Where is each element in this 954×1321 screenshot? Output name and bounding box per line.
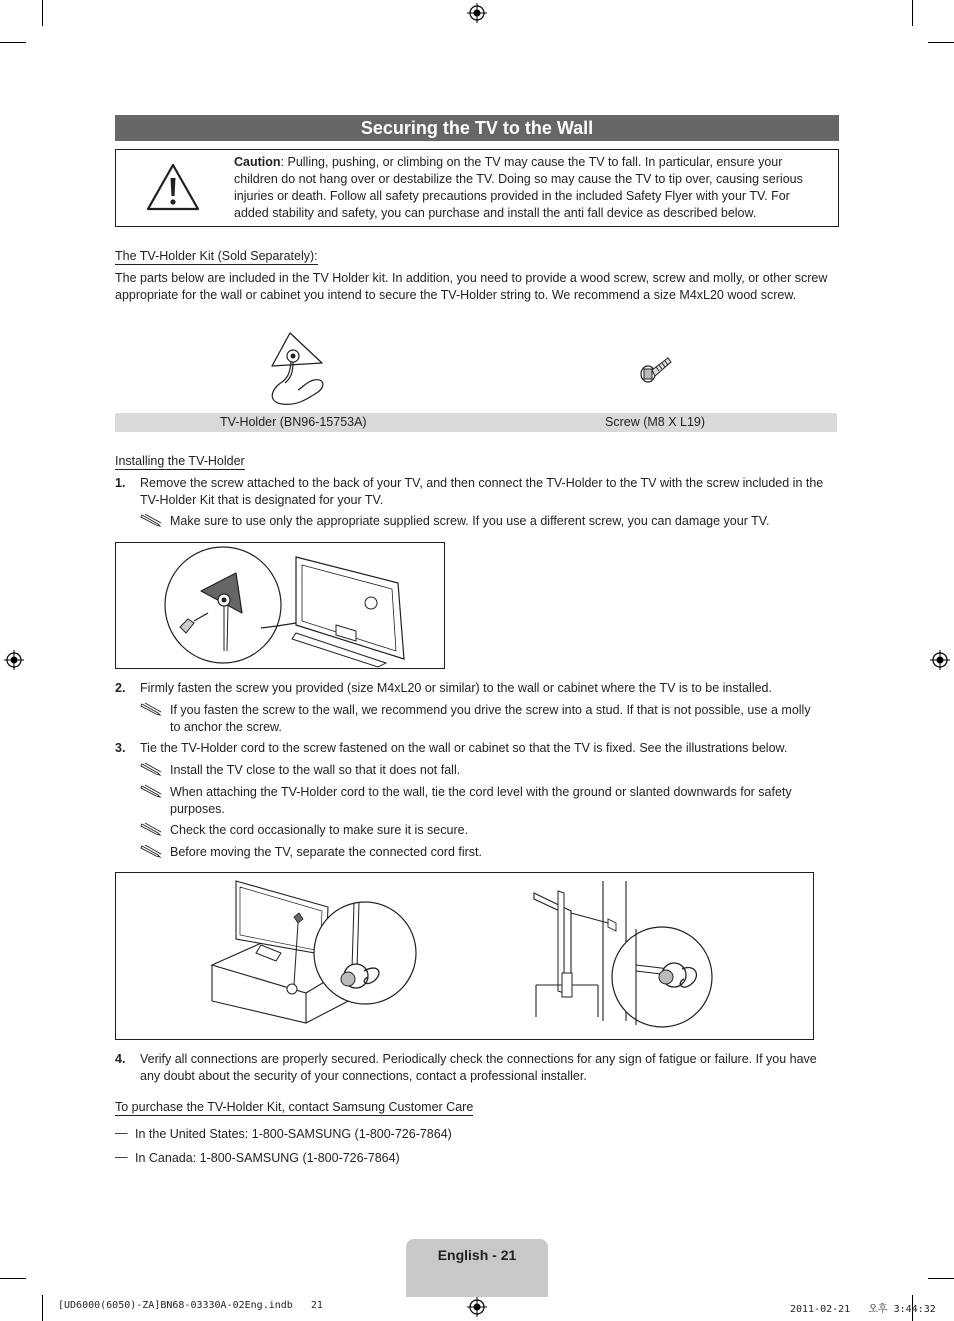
step-number: 2. xyxy=(115,681,126,695)
page-number: English - 21 xyxy=(437,1247,517,1263)
note-pencil-icon xyxy=(140,784,162,798)
kit-heading: The TV-Holder Kit (Sold Separately): xyxy=(115,249,318,263)
warning-triangle-icon xyxy=(145,162,201,212)
crop-mark xyxy=(928,1278,954,1279)
step-text: Verify all connections are properly secured. Periodically check the connections for any sign of fatigue or failure. If you have any doubt about the security of your connections, contact a professional installer. xyxy=(140,1052,817,1083)
note-text: When attaching the TV-Holder cord to the wall, tie the cord level with the ground or slanted downwards for safety purposes. xyxy=(170,785,792,816)
tv-cabinet-illustration xyxy=(116,873,813,1039)
caution-text xyxy=(234,154,826,222)
part-caption-screw: Screw (M8 X L19) xyxy=(605,415,706,429)
registration-mark-icon xyxy=(930,650,950,670)
footer-timestamp: 2011-02-21 오후 3:44:32 xyxy=(790,1304,936,1315)
parts-caption-bar xyxy=(115,413,837,432)
screw-illustration xyxy=(638,352,674,386)
note-pencil-icon xyxy=(140,844,162,858)
note-pencil-icon xyxy=(140,702,162,716)
step-number: 1. xyxy=(115,476,126,490)
part-caption-tv-holder: TV-Holder (BN96-15753A) xyxy=(220,415,367,429)
crop-mark xyxy=(928,42,954,43)
list-bullet: — xyxy=(115,1150,128,1164)
tv-back-illustration xyxy=(116,543,444,668)
note-pencil-icon xyxy=(140,513,162,527)
tv-holder-illustration xyxy=(262,330,332,408)
list-item: In the United States: 1-800-SAMSUNG (1-800-726-7864) xyxy=(135,1127,452,1141)
step-text: Tie the TV-Holder cord to the screw fastened on the wall or cabinet so that the TV is fixed. See the illustrations below. xyxy=(140,741,788,755)
list-bullet: — xyxy=(115,1126,128,1140)
note-pencil-icon xyxy=(140,762,162,776)
step-number: 4. xyxy=(115,1052,126,1066)
caution-box xyxy=(115,149,839,227)
note-text: Make sure to use only the appropriate supplied screw. If you use a different screw, you can damage your TV. xyxy=(170,514,770,528)
registration-mark-icon xyxy=(467,1297,487,1317)
page-title: Securing the TV to the Wall xyxy=(115,115,839,141)
crop-mark xyxy=(0,42,26,43)
figure-tie-cord xyxy=(115,872,814,1040)
crop-mark xyxy=(42,0,43,26)
note-text: Check the cord occasionally to make sure it is secure. xyxy=(170,823,469,837)
footer-file: [UD6000(6050)-ZA]BN68-03330A-02Eng.indb 21 xyxy=(58,1300,323,1311)
crop-mark xyxy=(912,0,913,26)
registration-mark-icon xyxy=(467,3,487,23)
note-text: Install the TV close to the wall so that it does not fall. xyxy=(170,763,461,777)
note-text: If you fasten the screw to the wall, we recommend you drive the screw into a stud. If that is not possible, use a molly to anchor the screw. xyxy=(170,703,811,734)
step-text: Firmly fasten the screw you provided (size M4xL20 or similar) to the wall or cabinet where the TV is to be installed. xyxy=(140,681,772,695)
figure-attach-holder xyxy=(115,542,445,669)
registration-mark-icon xyxy=(4,650,24,670)
crop-mark xyxy=(0,1278,26,1279)
list-item: In Canada: 1-800-SAMSUNG (1-800-726-7864) xyxy=(135,1151,400,1165)
caution-body: : Pulling, pushing, or climbing on the TV may cause the TV to fall. In particular, ensure your children do not hang over or destabilize the TV. Doing so may cause the TV to tip over, causing serious injuries or death. Follow all safety precautions provided in the included Safety Flyer with your TV. For added stability and safety, you can purchase and install the anti fall device as described below. xyxy=(234,155,803,220)
purchase-heading: To purchase the TV-Holder Kit, contact Samsung Customer Care xyxy=(115,1100,474,1114)
crop-mark xyxy=(42,1295,43,1321)
step-number: 3. xyxy=(115,741,126,755)
install-heading: Installing the TV-Holder xyxy=(115,454,245,468)
page-number-tab xyxy=(406,1239,548,1297)
note-pencil-icon xyxy=(140,822,162,836)
kit-description: The parts below are included in the TV Holder kit. In addition, you need to provide a wood screw, screw and molly, or other screw appropriate for the wall or cabinet you intend to secure the TV-Holder string to. We recommend a size M4xL20 wood screw. xyxy=(115,271,828,302)
note-text: Before moving the TV, separate the connected cord first. xyxy=(170,845,482,859)
step-text: Remove the screw attached to the back of your TV, and then connect the TV-Holder to the TV with the screw included in the TV-Holder Kit that is designated for your TV. xyxy=(140,476,824,507)
caution-label: Caution xyxy=(234,155,281,169)
